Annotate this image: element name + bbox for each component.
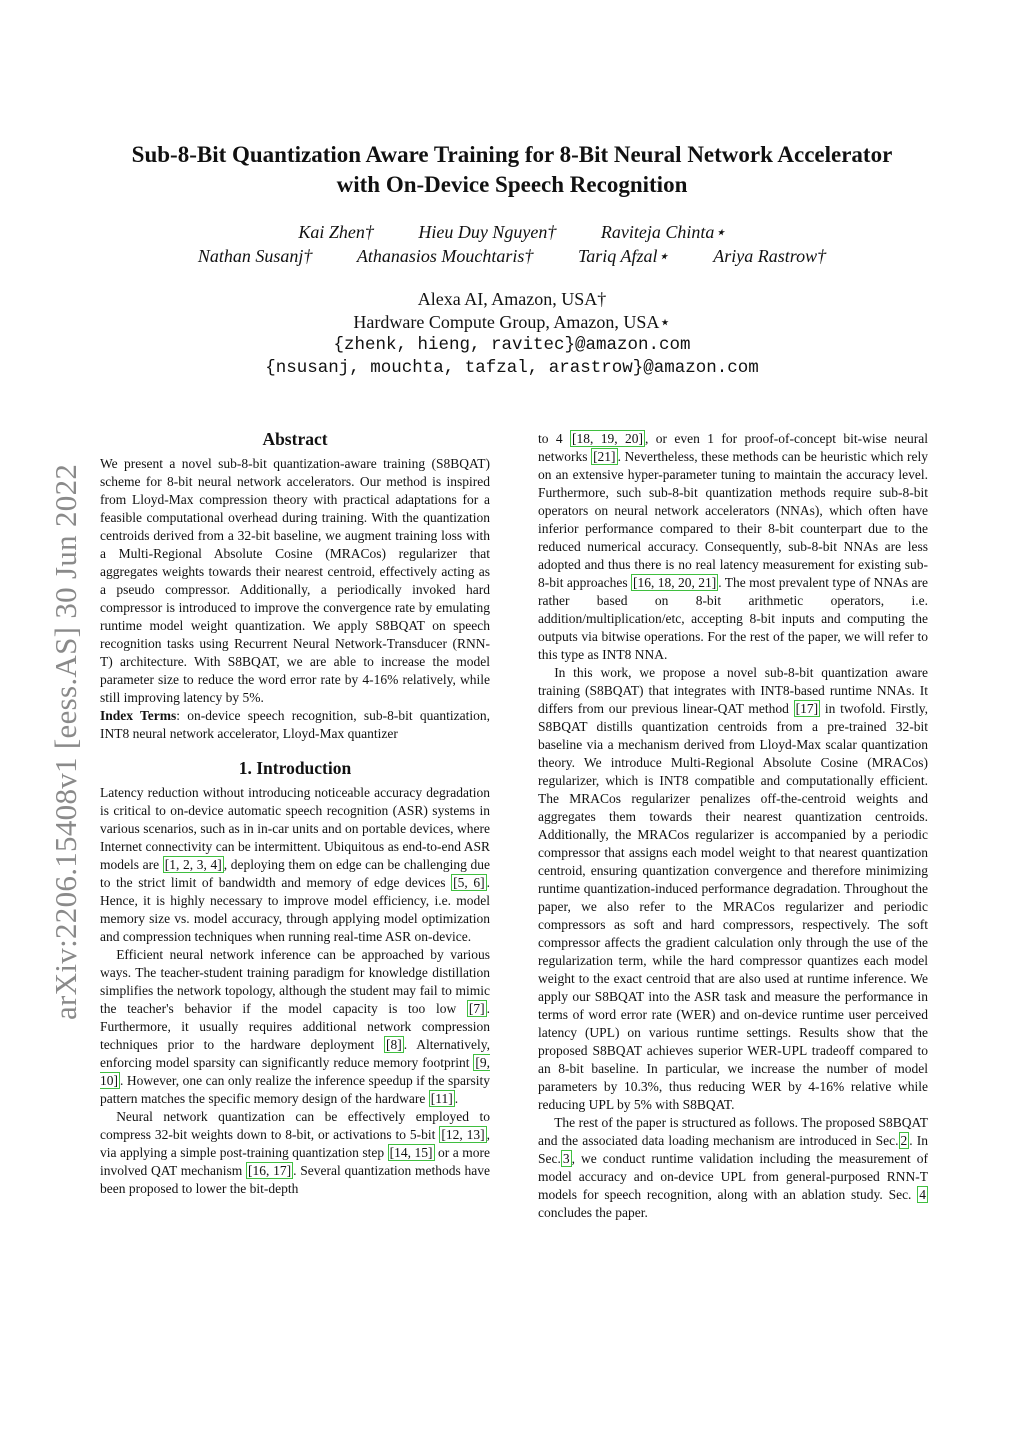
text-run: In this work, we propose a novel sub-8-bit quantization aware training (S8BQAT) that integrates with INT8-based runtime NNAs. It differs from our previous linear-QAT method <box>538 665 928 716</box>
right-paragraph-1 <box>538 430 928 664</box>
section-link[interactable]: 2 <box>900 1133 908 1148</box>
text-run: , or even 1 for proof-of-concept bit-wise neural networks <box>538 431 928 464</box>
citation-link[interactable]: [1, 2, 3, 4] <box>164 857 222 872</box>
text-run: . Hence, it is highly necessary to improve model efficiency, i.e. model memory size vs. model accuracy, through applying model optimization and compression techniques when running real-time ASR on-device. <box>100 875 490 944</box>
author: Ariya Rastrow† <box>713 246 827 266</box>
index-terms-text: : on-device speech recognition, sub-8-bit quantization, INT8 neural network accelerator, Lloyd-Max quantizer <box>100 708 490 741</box>
section-link[interactable]: 3 <box>562 1151 570 1166</box>
text-run: . Alternatively, enforcing model sparsity can significantly reduce memory footprint <box>100 1037 491 1070</box>
paper-title <box>0 140 1024 200</box>
text-run: , via applying a simple post-training quantization step <box>100 1127 490 1160</box>
text-run: Latency reduction without introducing noticeable accuracy degradation is critical to on-device automatic speech recognition (ASR) systems in various scenarios, such as in in-car units and on portable devices, where Internet connectivity can be intermittent. Ubiquitous as end-to-end ASR models are <box>100 785 490 872</box>
author-row-2 <box>0 244 1024 268</box>
introduction-heading: 1. Introduction <box>238 758 352 778</box>
author: Hieu Duy Nguyen† <box>418 222 557 242</box>
text-run: . <box>454 1091 459 1106</box>
author: Tariq Afzal⋆ <box>577 246 669 266</box>
email-line-2: {nsusanj, mouchta, tafzal, arastrow}@amazon.com <box>265 358 759 378</box>
author: Nathan Susanj† <box>197 246 313 266</box>
text-run: , we conduct runtime validation including the measurement of model accuracy and on-device UPL from general-purposed RNN-T models for speech recognition, along with an ablation study. Sec. <box>538 1151 928 1202</box>
right-column <box>538 430 928 1222</box>
arxiv-identifier: arXiv:2206.15408v1 [eess.AS] 30 Jun 2022 <box>48 463 83 1020</box>
text-run: Efficient neural network inference can be approached by various ways. The teacher-student training paradigm for knowledge distillation simplifies the network topology, although the student may fail to mimic the teacher's behavior if the model capacity is too low <box>100 947 490 1016</box>
intro-paragraph-2 <box>100 946 490 1108</box>
affiliation-1: Alexa AI, Amazon, USA† <box>417 289 607 309</box>
intro-paragraph-1 <box>100 784 490 946</box>
text-run: . Furthermore, it usually requires additional network compression techniques prior to the hardware deployment <box>100 1001 490 1052</box>
section-link[interactable]: 4 <box>919 1187 926 1202</box>
citation-link[interactable]: [16, 17] <box>248 1163 292 1178</box>
text-run: concludes the paper. <box>538 1205 648 1220</box>
citation-link[interactable]: [11] <box>430 1091 453 1106</box>
text-run: . Nevertheless, these methods can be heuristic which rely on an extensive hyper-parameter tuning to maintain the accuracy level. Furthermore, such sub-8-bit quantization methods require sub-8-bit operators on neural network accelerators (NNAs), which often have inferior performance compared to their 8-bit counterpart due to the reduced numerical accuracy. Consequently, sub-8-bit NNAs are less adopted and thus there is no real latency measurement for existing sub-8-bit approaches <box>538 449 928 590</box>
right-paragraph-3 <box>538 1114 928 1222</box>
citation-link[interactable]: [18, 19, 20] <box>572 431 644 446</box>
author: Kai Zhen† <box>298 222 374 242</box>
citation-link[interactable]: [7] <box>468 1001 485 1016</box>
citation-link[interactable]: [8] <box>386 1037 402 1052</box>
title-line-1: Sub-8-Bit Quantization Aware Training for 8-Bit Neural Network Accelerator <box>131 142 893 167</box>
text-run: in twofold. Firstly, S8BQAT distills quantization centroids from a pre-trained 32-bit baseline via a mechanism derived from Lloyd-Max scalar quantization theory. We introduce Multi-Regional Absolute Cosine (MRACos) regularizer, which is INT8 compatible and computationally efficient. The MRACos regularizer penalizes off-the-centroid weights and aggregates them towards their nearest quantization centroids. Additionally, the MRACos regularizer is accompanied by a periodic compressor that assigns each model weight to that nearest quantization centroid, ensuring quantization convergence and therefore minimizing runtime quantization-induced performance degradation. Throughout the paper, we also refer to the MRACos regularizer and periodic compressors as soft and hard compressors, respectively. The soft compressor affects the gradient calculation only through the use of the regularization term, while the hard compressor quantizes each model weight to the exact centroid that are also used at runtime inference. We apply our S8BQAT into the ASR task and measure the performance in terms of word error rate (WER) and on-device runtime user perceived latency (UPL) on various runtime settings. Results show that the proposed S8BQAT achieves superior WER-UPL tradeoff compared to an 8-bit baseline. In particular, we increase the number of model parameters by 10.3%, thus reducing WER by 4-16% relative while reducing UPL by 5% with S8BQAT. <box>538 701 928 1112</box>
citation-link[interactable]: [17] <box>795 701 819 716</box>
text-run: . The most prevalent type of NNAs are rather based on 8-bit arithmetic operators, i.e. addition/multiplication/etc, accepting 8-bit inputs and computing the outputs via bitwise operations. For the rest of the paper, we will refer to this type as INT8 NNA. <box>538 575 928 662</box>
author: Athanasios Mouchtaris† <box>356 246 534 266</box>
abstract-heading: Abstract <box>262 429 328 449</box>
index-terms-label: Index Terms <box>100 708 177 723</box>
text-run: to 4 <box>538 431 571 446</box>
right-paragraph-2 <box>538 664 928 1114</box>
citation-link[interactable]: [16, 18, 20, 21] <box>632 575 717 590</box>
abstract-text: We present a novel sub-8-bit quantization-aware training (S8BQAT) scheme for 8-bit neural network accelerators. Our method is inspired from Lloyd-Max compression theory with practical adaptations for a feasible computational overhead during training. With the quantization centroids derived from a 32-bit baseline, we augment training loss with a Multi-Regional Absolute Cosine (MRACos) regularizer that aggregates weights towards their nearest centroid, effectively acting as a pseudo compressor. Additionally, a periodically invoked hard compressor is introduced to improve the convergence rate by emulating runtime model weight quantization. We apply S8BQAT on speech recognition tasks using Recurrent Neural Network-Transducer (RNN-T) architecture. With S8BQAT, we are able to increase the model parameter size to reduce the word error rate by 4-16% relatively, while still improving latency by 5%. <box>100 456 490 705</box>
citation-link[interactable]: [21] <box>593 449 616 464</box>
text-run: . Several quantization methods have been proposed to lower the bit-depth <box>100 1163 490 1196</box>
citation-link[interactable]: [14, 15] <box>389 1145 433 1160</box>
text-run: . In Sec. <box>538 1133 928 1166</box>
text-run: , deploying them on edge can be challenging due to the strict limit of bandwidth and memory of edge devices <box>100 857 490 890</box>
text-run: The rest of the paper is structured as follows. The proposed S8BQAT and the associated data loading mechanism are introduced in Sec. <box>538 1115 928 1148</box>
title-line-2: with On-Device Speech Recognition <box>336 172 688 197</box>
author-row-1 <box>0 220 1024 244</box>
left-column <box>100 430 490 1198</box>
affiliation-2: Hardware Compute Group, Amazon, USA⋆ <box>353 312 671 332</box>
citation-link[interactable]: [5, 6] <box>453 875 485 890</box>
author: Raviteja Chinta⋆ <box>600 222 726 242</box>
citation-link[interactable]: [12, 13] <box>441 1127 485 1142</box>
text-run: or a more involved QAT mechanism <box>100 1145 490 1178</box>
text-run: Neural network quantization can be effectively employed to compress 32-bit weights down to 8-bit, or activations to 5-bit <box>100 1109 490 1142</box>
index-terms <box>100 707 490 743</box>
text-run: . However, one can only realize the inference speedup if the sparsity pattern matches the specific memory design of the hardware <box>100 1073 490 1106</box>
intro-paragraph-3 <box>100 1108 490 1198</box>
affiliations <box>0 288 1024 380</box>
author-list <box>0 220 1024 268</box>
citation-link[interactable]: [9, 10] <box>100 1055 490 1088</box>
email-line-1: {zhenk, hieng, ravitec}@amazon.com <box>333 335 691 355</box>
